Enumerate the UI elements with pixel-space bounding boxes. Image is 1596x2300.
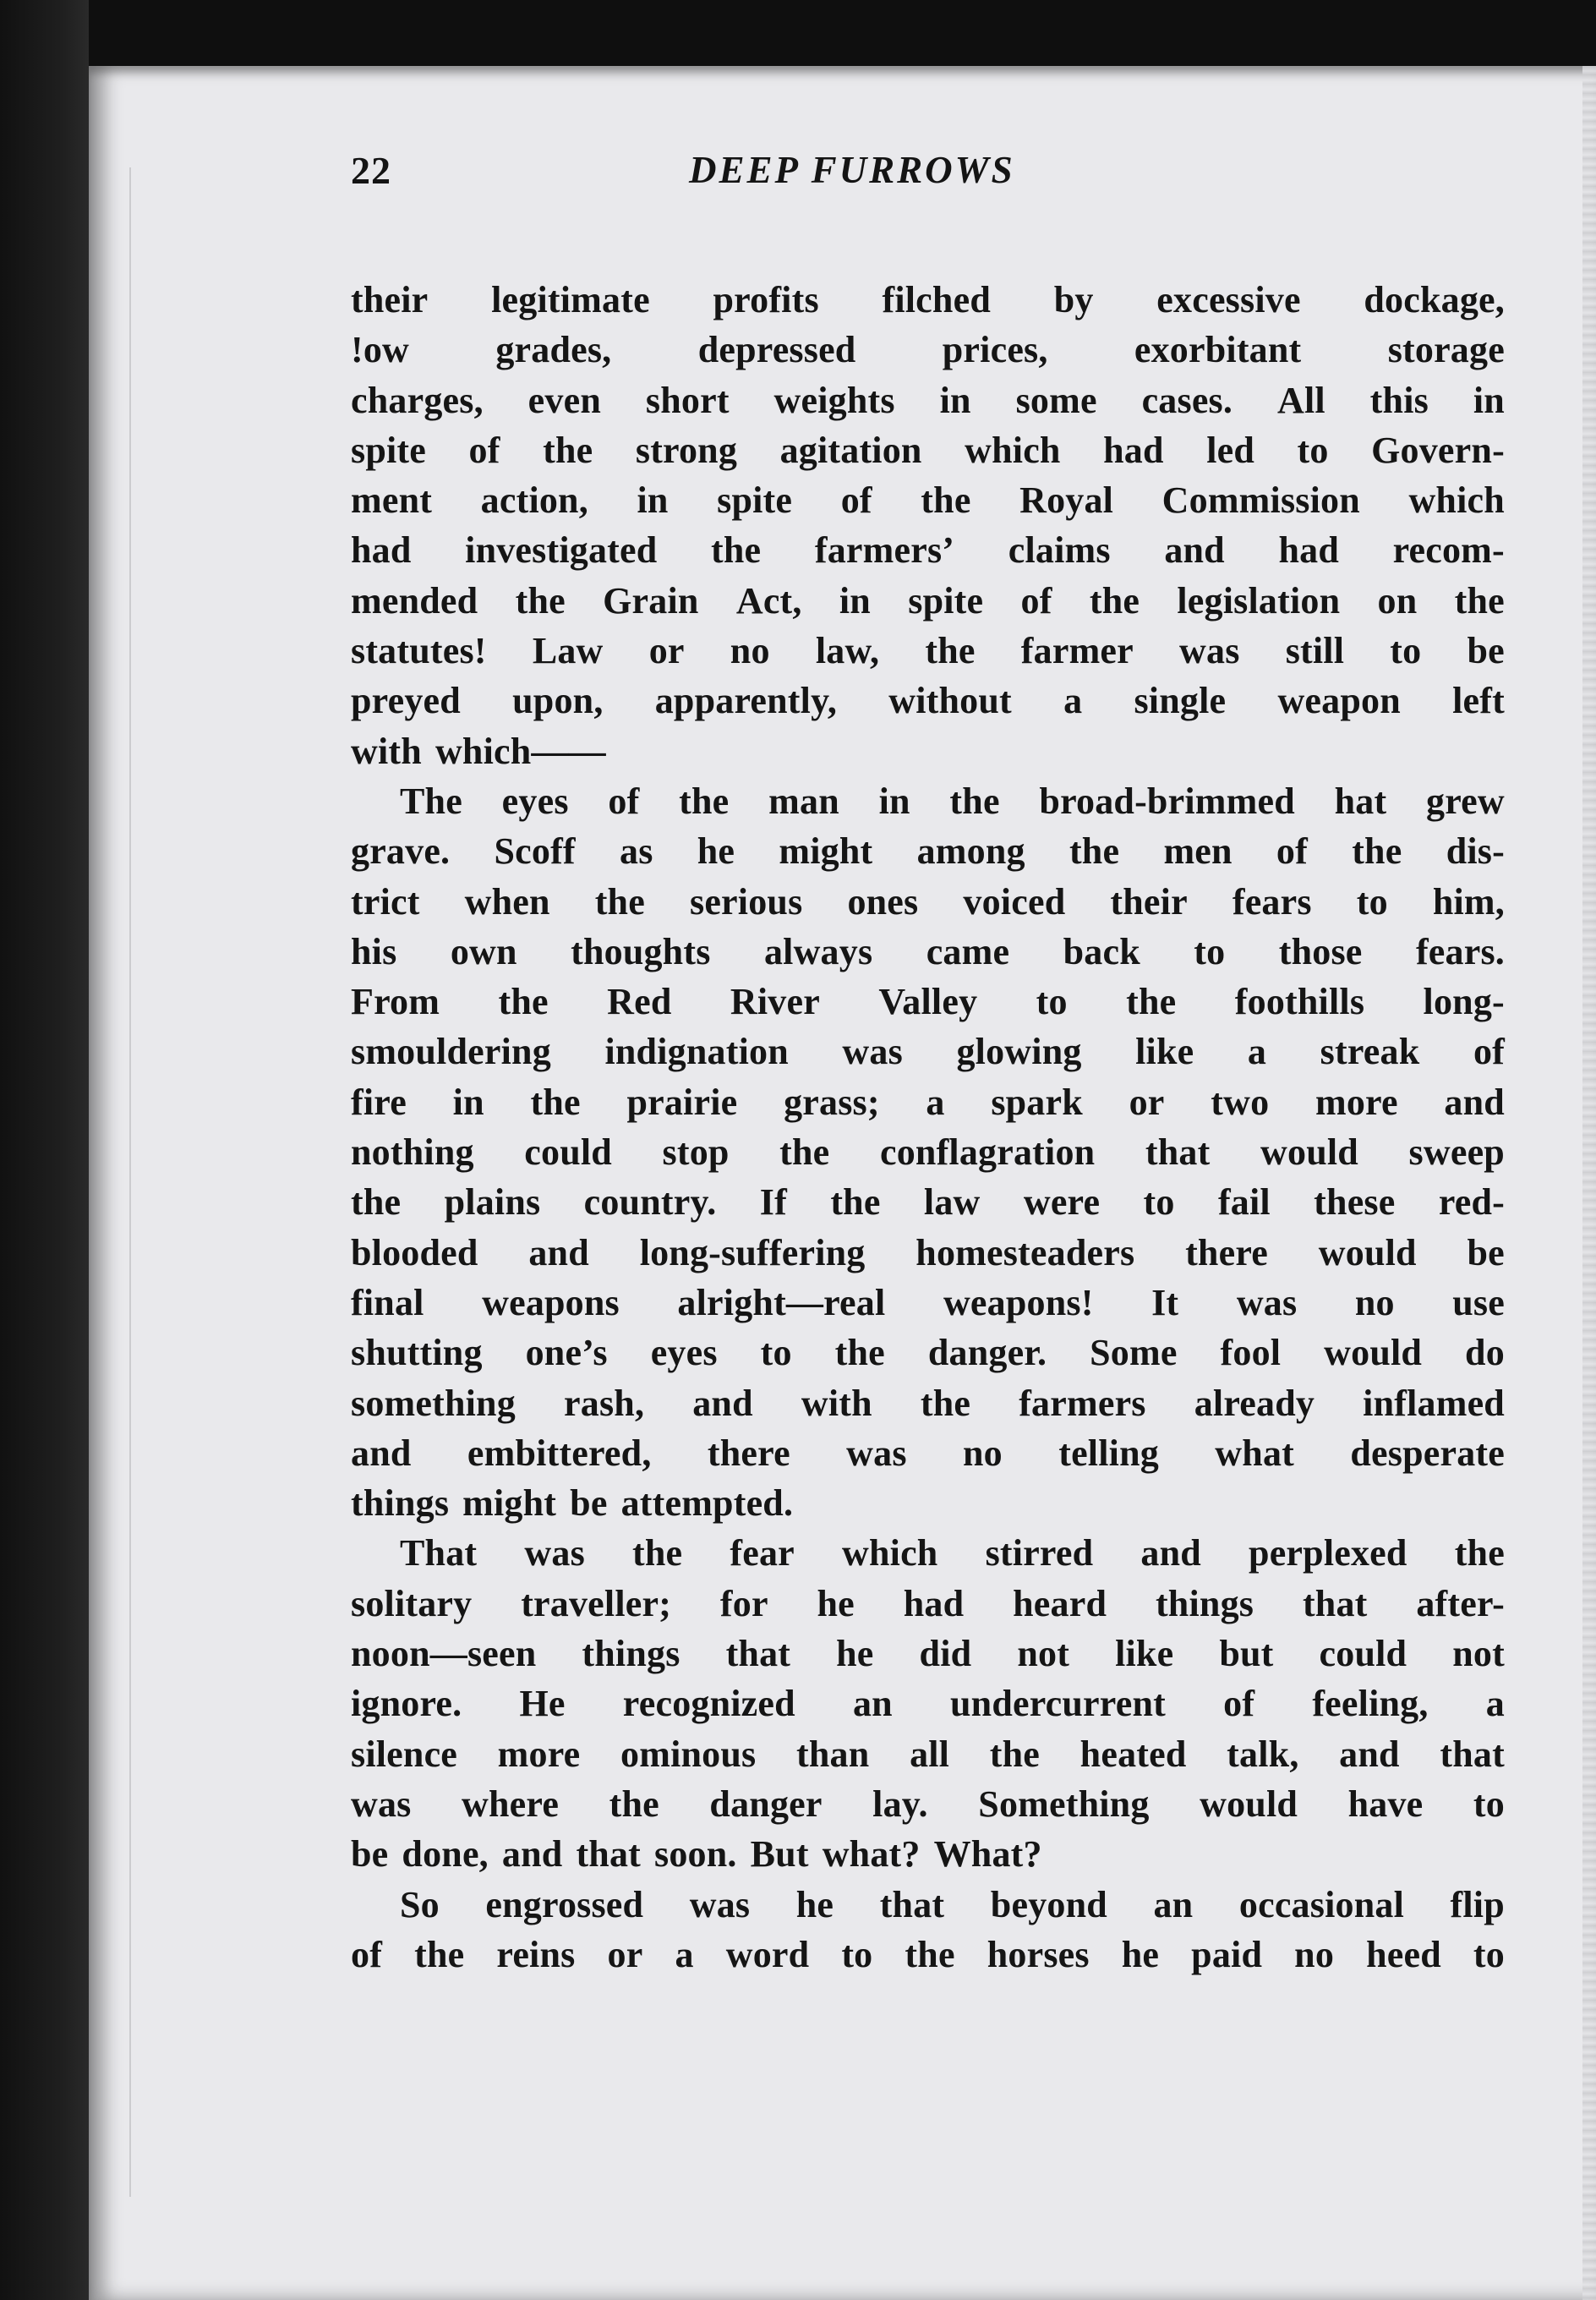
text-line: charges, even short weights in some cases. All this in [351,379,1505,421]
text-line: and embittered, there was no telling what desperate [351,1432,1505,1474]
text-line: blooded and long-suffering homesteaders there would be [351,1231,1505,1273]
scan-border-left [0,0,89,2300]
text-line: with which—— [351,730,606,772]
text-line: statutes! Law or no law, the farmer was still to be [351,630,1505,672]
text-line: So engrossed was he that beyond an occasional flip [400,1883,1505,1925]
text-line: solitary traveller; for he had heard things that after- [351,1582,1505,1624]
text-line: his own thoughts always came back to those fears. [351,930,1505,972]
text-line: the plains country. If the law were to fail these red- [351,1181,1505,1224]
text-line: The eyes of the man in the broad-brimmed hat grew [400,780,1505,822]
text-line: ignore. He recognized an undercurrent of feeling, a [351,1683,1505,1725]
text-line: was where the danger lay. Something would have to [351,1782,1505,1825]
text-line: grave. Scoff as he might among the men of the dis- [351,830,1505,873]
text-line: be done, and that soon. But what? What? [351,1833,1042,1876]
text-line: mended the Grain Act, in spite of the legislation on the [351,579,1505,622]
page-header [351,148,1509,216]
text-line: preyed upon, apparently, without a single weapon left [351,680,1505,722]
text-line: final weapons alright—real weapons! It was no use [351,1281,1505,1323]
text-line: noon—seen things that he did not like but could not [351,1633,1505,1675]
scan-border-top [0,0,1596,76]
text-line: From the Red River Valley to the foothills long- [351,981,1505,1023]
page-number: 22 [351,149,391,192]
page-edge [1582,66,1596,2300]
text-line: ment action, in spite of the Royal Commission which [351,479,1505,522]
text-line: !ow grades, depressed prices, exorbitant storage [351,329,1505,371]
text-line: That was the fear which stirred and perplexed the [400,1532,1505,1574]
text-line: things might be attempted. [351,1482,794,1525]
text-line: had investigated the farmers’ claims and had recom- [351,529,1505,572]
text-line: spite of the strong agitation which had led to Govern- [351,429,1505,471]
text-line: fire in the prairie grass; a spark or two more and [351,1081,1505,1123]
running-head: DEEP FURROWS [689,149,1015,191]
text-line: smouldering indignation was glowing like a streak of [351,1031,1505,1073]
binding-gutter [129,167,131,2197]
body-text [351,275,1505,1980]
text-line: trict when the serious ones voiced their fears to him, [351,880,1505,923]
text-line: of the reins or a word to the horses he paid no heed to [351,1933,1505,1975]
text-line: nothing could stop the conflagration that would sweep [351,1131,1505,1174]
text-line: silence more ominous than all the heated talk, and that [351,1733,1505,1775]
text-line: something rash, and with the farmers already inflamed [351,1382,1505,1424]
text-line: their legitimate profits filched by excessive dockage, [351,279,1505,320]
text-line: shutting one’s eyes to the danger. Some fool would do [351,1332,1505,1374]
